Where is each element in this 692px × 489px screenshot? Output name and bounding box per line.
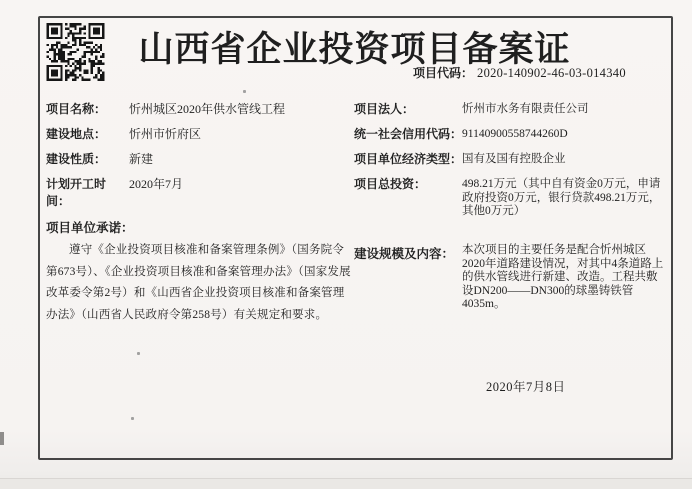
- field-value: 498.21万元（其中自有资金0万元，申请政府投资0万元，银行贷款498.21万元，其他0万元）: [462, 178, 661, 217]
- fields-right-column: [354, 101, 670, 227]
- field-total-investment: [354, 176, 670, 219]
- field-label: 建设性质：: [46, 152, 107, 166]
- field-project-name: [46, 101, 348, 118]
- field-value: 忻州市忻府区: [129, 127, 202, 141]
- issue-date: 2020年7月8日: [486, 380, 566, 394]
- field-start-time: [46, 176, 348, 210]
- project-code-value: 2020-140902-46-03-014340: [477, 66, 626, 80]
- field-value: 忻州城区2020年供水管线工程: [129, 102, 286, 116]
- field-value: 国有及国有控股企业: [462, 153, 566, 165]
- construction-scale-text: 本次项目的主要任务是配合忻州城区2020年道路建设情况，对其中4条道路上的供水管线进行新建、改造。工程共敷设DN200——DN300的球墨铸铁管4035m。: [462, 244, 664, 310]
- scan-speck: [137, 352, 140, 355]
- field-value: 新建: [129, 152, 154, 166]
- paper-edge: [0, 478, 692, 489]
- project-code-label: 项目代码：: [413, 66, 474, 80]
- scan-artifact: [0, 432, 4, 445]
- commitment-text: 遵守《企业投资项目核准和备案管理条例》（国务院令第673号）、《企业投资项目核准和备案管理办法》（国家发展改革委令第2号）和《山西省企业投资项目核准和备案管理办法》（山西省人民政府令第258号）有关规定和要求。: [46, 244, 351, 321]
- construction-scale-label: 建设规模及内容：: [354, 247, 455, 261]
- field-label: 项目单位经济类型：: [354, 152, 463, 166]
- field-legal-person: [354, 101, 670, 118]
- scan-speck: [243, 90, 246, 93]
- field-value: 2020年7月: [129, 177, 184, 191]
- field-label: 计划开工时间：: [46, 177, 107, 208]
- field-credit-code: [354, 126, 670, 143]
- field-value: 忻州市水务有限责任公司: [462, 103, 589, 115]
- field-location: [46, 126, 348, 143]
- field-label: 项目法人：: [354, 102, 415, 116]
- fields-left-column: [46, 101, 348, 218]
- field-label: 建设地点：: [46, 127, 107, 141]
- project-code-row: [413, 64, 626, 82]
- field-label: 项目名称：: [46, 102, 107, 116]
- field-economic-type: [354, 151, 670, 168]
- certificate-title: 山西省企业投资项目备案证: [138, 30, 571, 69]
- certificate-border: [38, 16, 673, 460]
- commitment-label: 项目单位承诺：: [46, 221, 134, 235]
- scan-speck: [131, 417, 134, 420]
- field-nature: [46, 151, 348, 168]
- field-label: 统一社会信用代码：: [354, 127, 463, 141]
- field-label: 项目总投资：: [354, 177, 427, 191]
- field-value: 91140900558744260D: [462, 128, 568, 140]
